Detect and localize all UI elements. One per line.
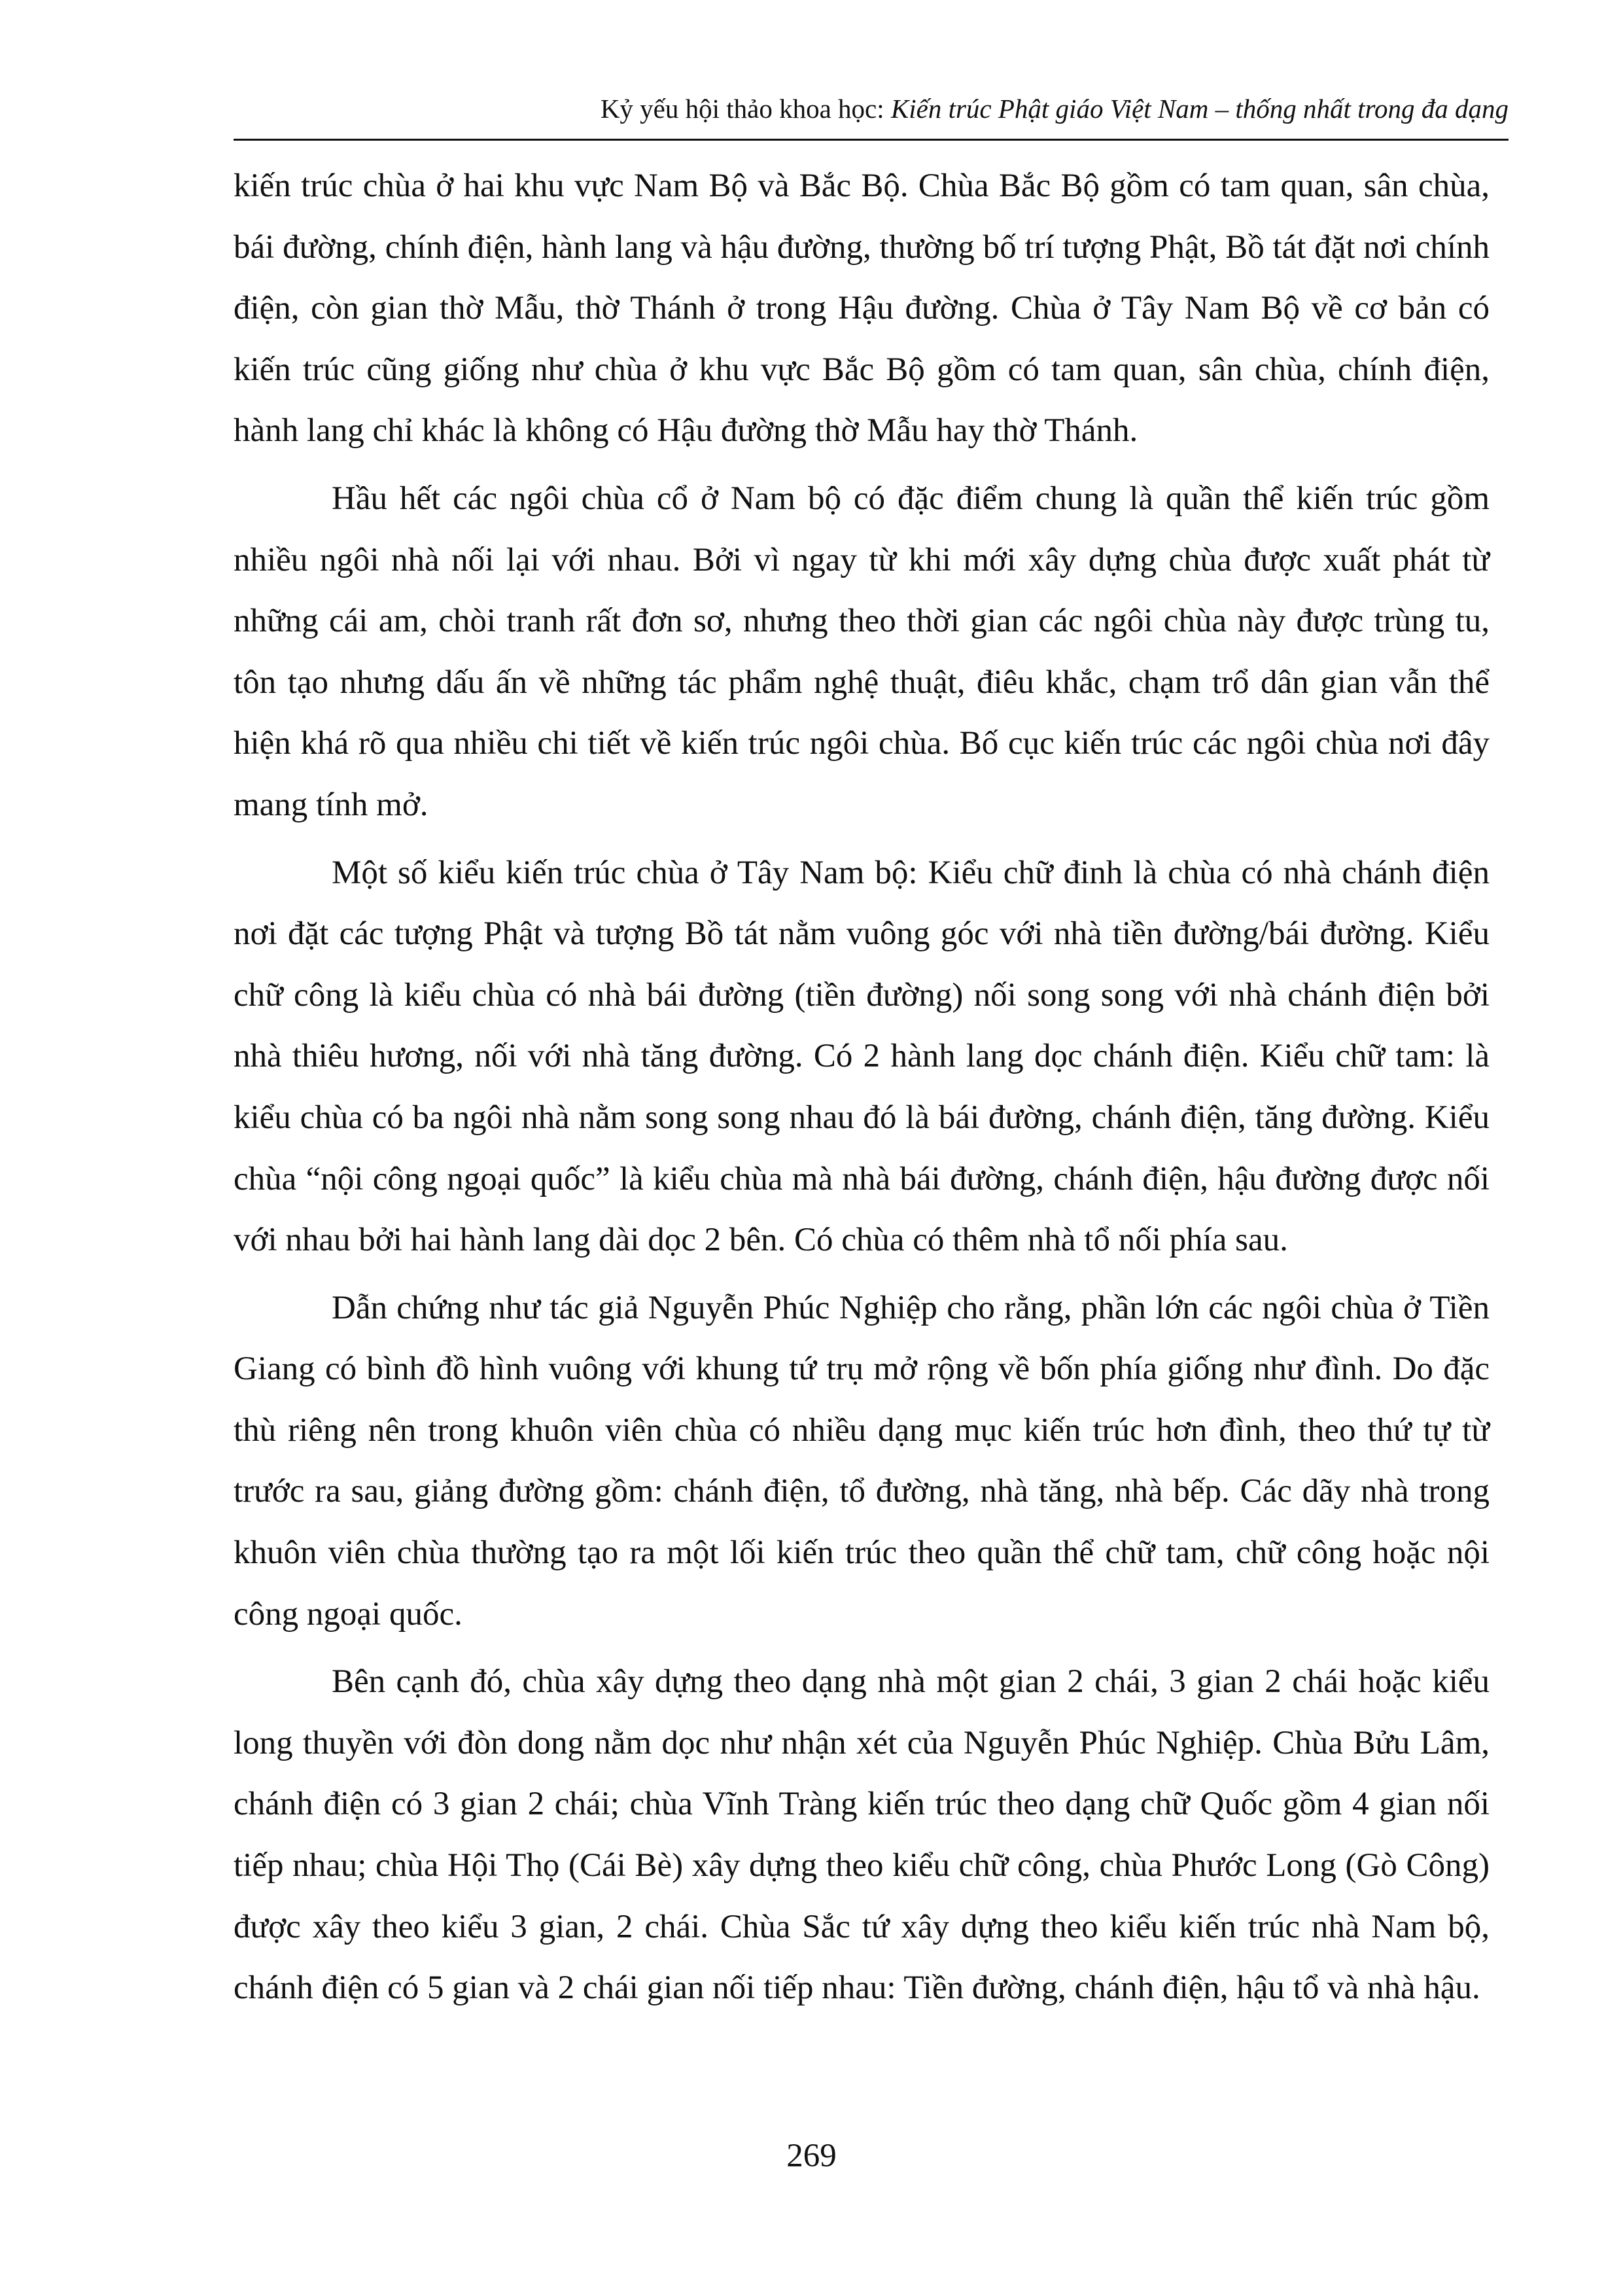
paragraph-4: Dẫn chứng như tác giả Nguyễn Phúc Nghiệp cho rằng, phần lớn các ngôi chùa ở Tiền Giang có bình đồ hình vuông với khung tứ trụ mở rộng về bốn phía giống như đình. Do đặc thù riêng nên trong khuôn viên chùa có nhiều dạng mục kiến trúc hơn đình, theo thứ tự từ trước ra sau, giảng đường gồm: chánh điện, tổ đường, nhà tăng, nhà bếp. Các dãy nhà trong khuôn viên chùa thường tạo ra một lối kiến trúc theo quần thể chữ tam, chữ công hoặc nội công ngoại quốc. [234,1289,1490,1633]
paragraph-5: Bên cạnh đó, chùa xây dựng theo dạng nhà một gian 2 chái, 3 gian 2 chái hoặc kiểu long thuyền với đòn dong nằm dọc như nhận xét của Nguyễn Phúc Nghiệp. Chùa Bửu Lâm, chánh điện có 3 gian 2 chái; chùa Vĩnh Tràng kiến trúc theo dạng chữ Quốc gồm 4 gian nối tiếp nhau; chùa Hội Thọ (Cái Bè) xây dựng theo kiểu chữ công, chùa Phước Long (Gò Công) được xây theo kiểu 3 gian, 2 chái. Chùa Sắc tứ xây dựng theo kiểu kiến trúc nhà Nam bộ, chánh điện có 5 gian và 2 chái gian nối tiếp nhau: Tiền đường, chánh điện, hậu tổ và nhà hậu. [234,1663,1490,2007]
page-number: 269 [786,2138,837,2174]
running-header-title: Kiến trúc Phật giáo Việt Nam – thống nhất trong đa dạng [890,94,1509,124]
paragraph-3: Một số kiểu kiến trúc chùa ở Tây Nam bộ: Kiểu chữ đinh là chùa có nhà chánh điện nơi đặt các tượng Phật và tượng Bồ tát nằm vuông góc với nhà tiền đường/bái đường. Kiểu chữ công là kiểu chùa có nhà bái đường (tiền đường) nối song song với nhà chánh điện bởi nhà thiêu hương, nối với nhà tăng đường. Có 2 hành lang dọc chánh điện. Kiểu chữ tam: là kiểu chùa có ba ngôi nhà nằm song song nhau đó là bái đường, chánh điện, tăng đường. Kiểu chùa “nội công ngoại quốc” là kiểu chùa mà nhà bái đường, chánh điện, hậu đường được nối với nhau bởi hai hành lang dài dọc 2 bên. Có chùa có thêm nhà tổ nối phía sau. [234,854,1490,1259]
paragraph-2: Hầu hết các ngôi chùa cổ ở Nam bộ có đặc điểm chung là quần thể kiến trúc gồm nhiều ngôi nhà nối lại với nhau. Bởi vì ngay từ khi mới xây dựng chùa được xuất phát từ những cái am, chòi tranh rất đơn sơ, nhưng theo thời gian các ngôi chùa này được trùng tu, tôn tạo nhưng dấu ấn về những tác phẩm nghệ thuật, điêu khắc, chạm trổ dân gian vẫn thể hiện khá rõ qua nhiều chi tiết về kiến trúc ngôi chùa. Bố cục kiến trúc các ngôi chùa nơi đây mang tính mở. [234,480,1490,823]
paragraph-1: kiến trúc chùa ở hai khu vực Nam Bộ và Bắc Bộ. Chùa Bắc Bộ gồm có tam quan, sân chùa, bái đường, chính điện, hành lang và hậu đường, thường bố trí tượng Phật, Bồ tát đặt nơi chính điện, còn gian thờ Mẫu, thờ Thánh ở trong Hậu đường. Chùa ở Tây Nam Bộ về cơ bản có kiến trúc cũng giống như chùa ở khu vực Bắc Bộ gồm có tam quan, sân chùa, chính điện, hành lang chỉ khác là không có Hậu đường thờ Mẫu hay thờ Thánh. [234,168,1490,450]
body-text [234,156,1490,2019]
running-header [601,92,1509,126]
header-rule [234,139,1509,141]
running-header-prefix: Kỷ yếu hội thảo khoa học: [600,94,891,124]
